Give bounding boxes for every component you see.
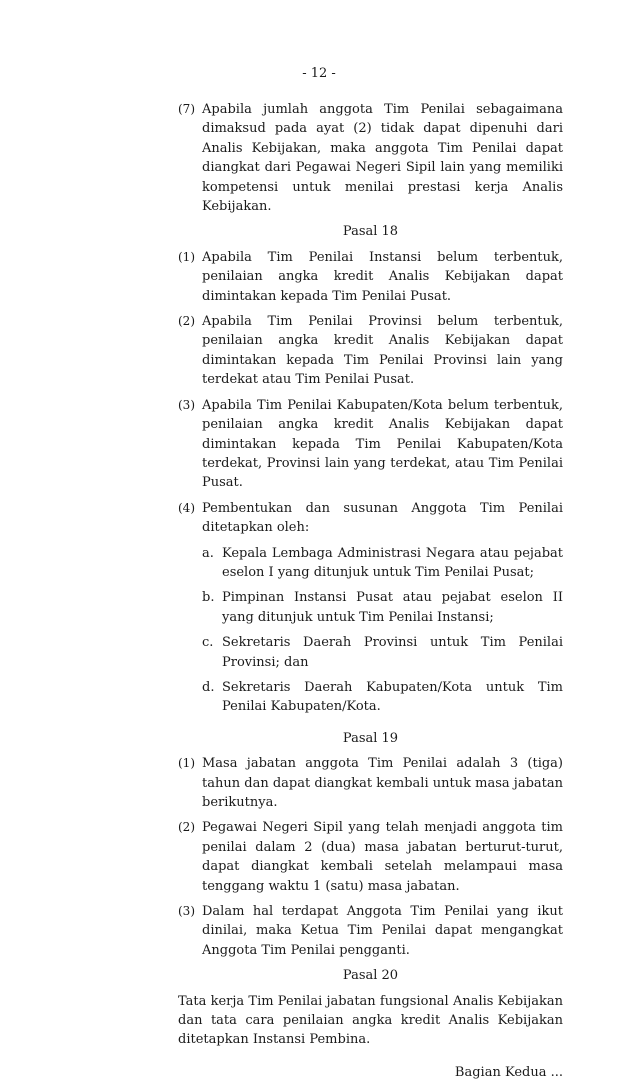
item-text: Apabila Tim Penilai Kabupaten/Kota belum terbentuk, penilaian angka kredit Analis Kebijakan dapat dimintakan kepada Tim Penilai Kabupaten/Kota terdekat, Provinsi lain yang terdekat, atau Tim Penilai Pusat. [202,397,563,491]
item-text: Masa jabatan anggota Tim Penilai adalah 3 (tiga) tahun dan dapat diangkat kembali untuk masa jabatan berikutnya. [202,756,563,810]
sub-item-letter: a. [202,545,214,561]
item-number: (1) [178,249,195,264]
sub-item-text: Sekretaris Daerah Kabupaten/Kota untuk Tim Penilai Kabupaten/Kota. [222,679,563,715]
item-number: (2) [178,314,195,329]
article-heading-20: Pasal 20 [342,968,399,984]
article-heading-18: Pasal 18 [342,224,399,240]
item-text: Apabila Tim Penilai Provinsi belum terbentuk, penilaian angka kredit Analis Kebijakan dapat dimintakan kepada Tim Penilai Provinsi lain yang terdekat atau Tim Penilai Pusat. [202,314,563,388]
list-item [178,396,563,493]
sub-item-letter: d. [202,679,215,695]
sub-list-item [202,544,563,583]
list-item [178,100,563,216]
item-number: (7) [178,102,195,116]
list-item [178,754,563,812]
page-number: - 12 - [302,66,336,81]
item-text: Apabila jumlah anggota Tim Penilai sebagaimana dimaksud pada ayat (2) tidak dapat dipenuhi dari Analis Kebijakan, maka anggota Tim Penilai dapat diangkat dari Pegawai Negeri Sipil lain yang memiliki kompetensi untuk menilai prestasi kerja Analis Kebijakan. [202,102,563,215]
article-heading-19: Pasal 19 [342,730,399,746]
item-number: (3) [178,397,195,412]
sub-list-item [202,633,563,672]
list-item [178,818,563,896]
sub-item-text: Kepala Lembaga Administrasi Negara atau pejabat eselon I yang ditunjuk untuk Tim Penilai Pusat; [222,545,563,580]
sub-item-letter: c. [202,635,214,651]
sub-item-text: Pimpinan Instansi Pusat atau pejabat eselon II yang ditunjuk untuk Tim Penilai Instansi; [222,590,563,625]
item-number: (3) [178,904,195,919]
sub-list-item [202,678,563,717]
item-body [202,499,563,723]
sub-list-item [202,588,563,627]
list-item [178,248,563,306]
sub-item-text: Sekretaris Daerah Provinsi untuk Tim Penilai Provinsi; dan [222,635,563,670]
item-text: Apabila Tim Penilai Instansi belum terbentuk, penilaian angka kredit Analis Kebijakan dapat dimintakan kepada Tim Penilai Pusat. [202,249,563,304]
item-text: Dalam hal terdapat Anggota Tim Penilai yang ikut dinilai, maka Ketua Tim Penilai dapat mengangkat Anggota Tim Penilai pengganti. [202,904,563,958]
list-item [178,902,563,960]
sub-item-letter: b. [202,590,215,606]
item-number: (4) [178,500,195,515]
item-number: (1) [178,756,195,771]
list-item [178,312,563,390]
article-paragraph: Tata kerja Tim Penilai jabatan fungsional Analis Kebijakan dan tata cara penilaian angka kredit Analis Kebijakan ditetapkan Instansi Pembina. [178,993,563,1048]
next-page-reference: Bagian Kedua ... [454,1064,563,1080]
document-body [178,100,563,1082]
item-number: (2) [178,820,195,835]
item-text: Pegawai Negeri Sipil yang telah menjadi anggota tim penilai dalam 2 (dua) masa jabatan berturut-turut, dapat diangkat kembali setelah melampaui masa tenggang waktu 1 (satu) masa jabatan. [202,820,563,894]
item-text: Pembentukan dan susunan Anggota Tim Penilai ditetapkan oleh: [202,500,563,536]
list-item [178,499,563,723]
